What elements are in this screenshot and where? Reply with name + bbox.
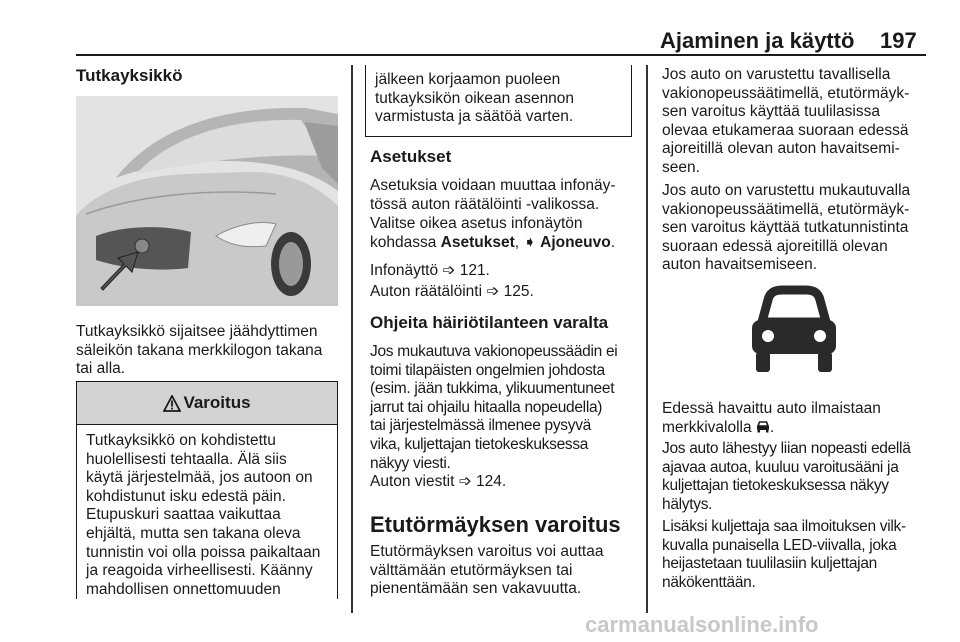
section-heading-fault: Ohjeita häiriötilanteen varalta [370,313,609,332]
warning-box [76,381,338,599]
menu-arrow-icon: ➧ [523,233,537,251]
warning-box-continued [365,65,632,137]
radar-unit-photo [76,96,338,306]
fault-paragraph: Jos mukautuva vakionopeussäädin ei toimi tilapäisten ongelmien johdosta (esim. jään tukkima, ylikuumentuneet jarrut tai ohjailu hitaalla nopeudella) tai järjestelmässä ilmenee pysyvä vika, kuljettajan tietokeskuksessa näkyy viesti. [370,343,618,472]
warning-continued-text: jälkeen korjaamon puoleen tutkayksikön oikean asennon varmistusta ja säätöä varten. [375,71,575,126]
column-rule-left [351,65,353,613]
section-heading-radar-unit: Tutkayksikkö [76,66,183,85]
settings-paragraph-1: Asetuksia voidaan muuttaa infonäy- tössä auton räätälöinti -valikossa. [370,177,616,213]
collision-paragraph-5: Lisäksi kuljettaja saa ilmoituksen vilk- kuvalla punaisella LED-viivalla, joka heijastetaan tuulilasiin kuljettajan näkökenttään. [662,518,906,591]
vehicle-ahead-icon-panel [660,276,926,392]
page-reference-icon: ➩ [458,473,472,490]
collision-paragraph-1: Jos auto on varustettu tavallisella vakionopeussäätimellä, etutörmäyk- sen varoitus käyttää tuulilasissa olevaa etukameraa suoraan edessä ajoreitillä olevan auton havaitsemi- seen. [662,66,910,176]
column-rule-right [646,65,648,613]
vehicle-ahead-icon [660,276,926,392]
running-header-title: Ajaminen ja käyttö [660,28,855,53]
warning-triangle-icon [163,395,181,412]
menu-path-settings: Asetukset [440,233,515,251]
warning-title: Varoitus [183,393,251,412]
vehicle-ahead-small-icon [756,420,770,433]
reference-infodisplay: Infonäyttö ➩ 121. [370,262,490,279]
page-reference-icon: ➩ [442,262,456,279]
collision-paragraph-2: Jos auto on varustettu mukautuvalla vakionopeussäätimellä, etutörmäyk- sen varoitus käyttää tutkatunnistinta suoraan edessä ajoreitillä olevan auton havaitsemiseen. [662,182,911,274]
radar-caption: Tutkayksikkö sijaitsee jäähdyttimen säleikön takana merkkilogon takana tai alla. [76,323,323,378]
settings-paragraph-2: Valitse oikea asetus infonäytön kohdassa Asetukset, ➧ Ajoneuvo. [370,215,616,251]
warning-header [77,382,337,425]
warning-text: Tutkayksikkö on kohdistettu huolellisesti tehtaalla. Älä siis käytä järjestelmää, jos autoon on kohdistunut isku edestä päin. Etupuskuri saattaa vaikuttaa ehjältä, mutta sen takana oleva tunnistin voi olla poissa paikaltaan ja reagoida virheellisesti. Käänny mahdollisen onnettomuuden [86,432,321,598]
collision-paragraph-4: Jos auto lähestyy liian nopeasti edellä ajavaa autoa, kuuluu varoitusääni ja kuljettajan tietokeskuksessa näkyy hälytys. [662,440,911,513]
reference-vehicle-messages: Auton viestit ➩ 124. [370,473,507,490]
watermark: carmanualsonline.info [585,612,819,637]
section-heading-settings: Asetukset [370,147,452,166]
header-rule [76,54,926,56]
page-reference-icon: ➩ [486,283,500,300]
collision-paragraph-3: Edessä havaittu auto ilmaistaan merkkivalolla . [662,400,881,436]
page-number: 197 [880,28,917,53]
section-heading-collision-alert: Etutörmäyksen varoitus [370,512,621,537]
collision-intro: Etutörmäyksen varoitus voi auttaa välttämään etutörmäyksen tai pienentämään sen vakavuutta. [370,543,604,598]
menu-path-vehicle: Ajoneuvo [536,233,611,251]
reference-personalisation: Auton räätälöinti ➩ 125. [370,283,534,300]
